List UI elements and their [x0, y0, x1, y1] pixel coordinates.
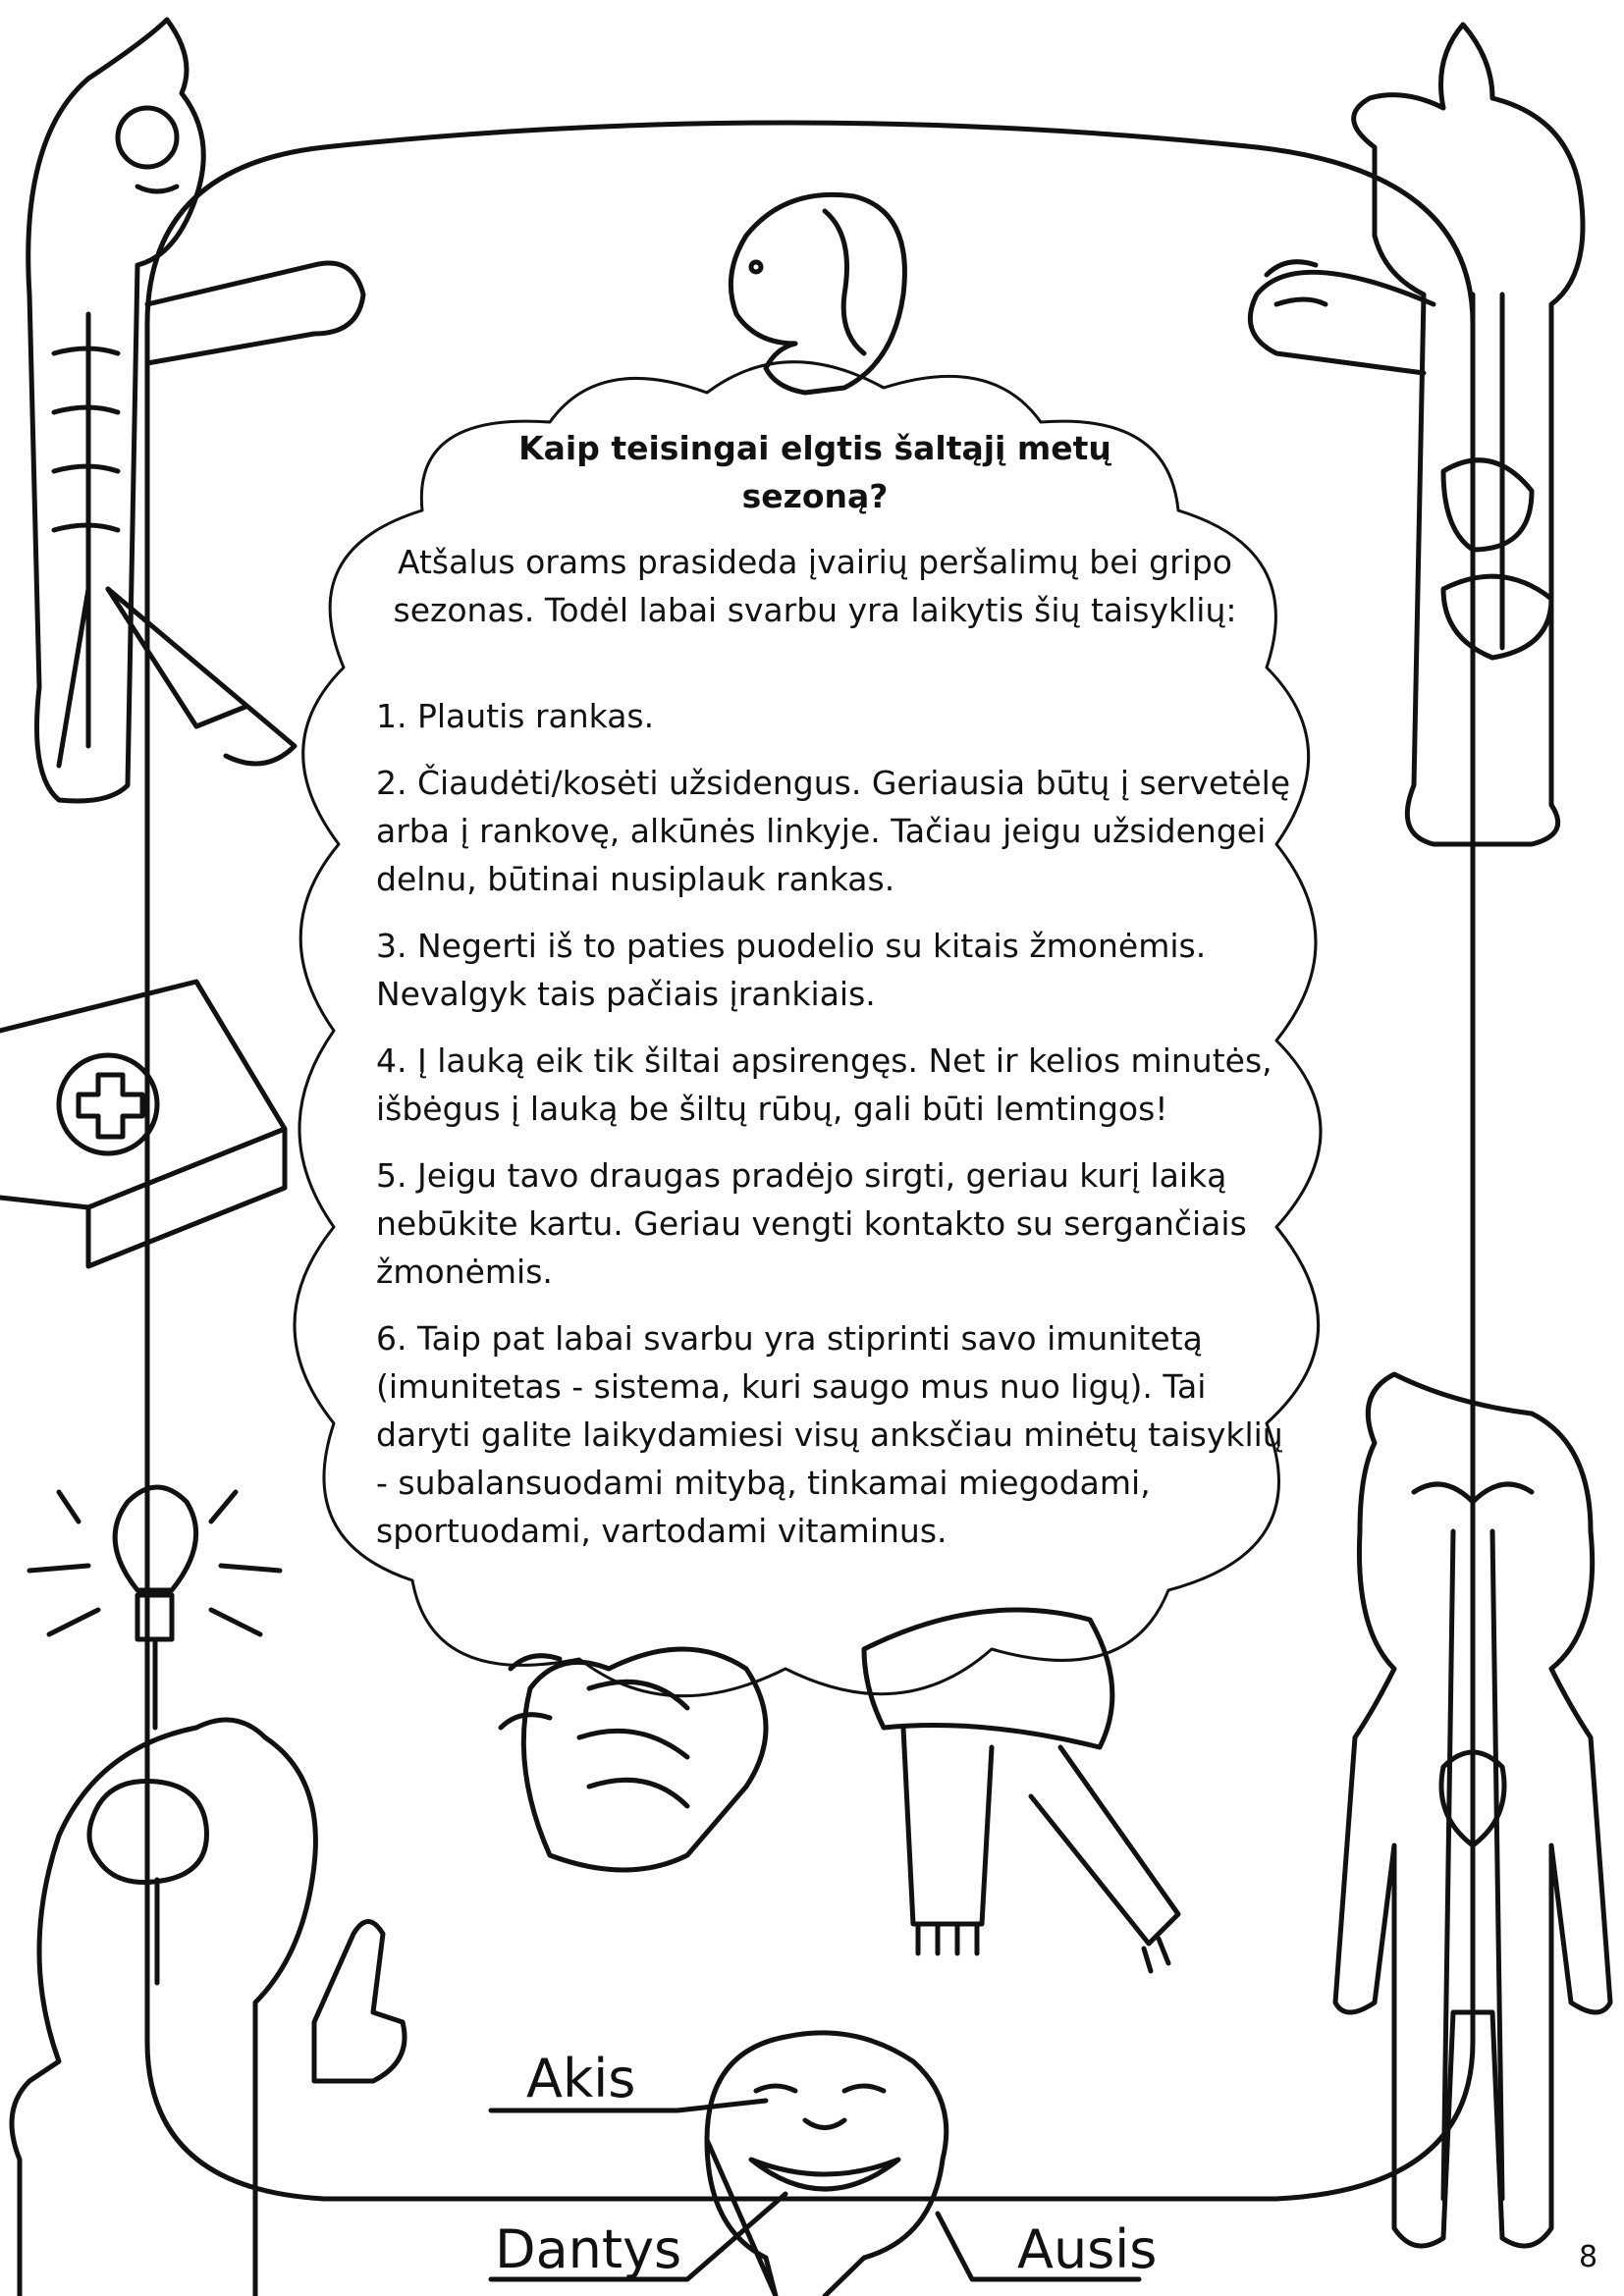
first-aid-kit-icon: [0, 982, 285, 1266]
rule-item: 5. Jeigu tavo draugas pradėjo sirgti, geriau kurį laiką nebūkite kartu. Geriau vengti kontakto su sergančiais žmonėmis.: [376, 1156, 1247, 1291]
article-intro: Atšalus orams prasideda įvairių peršalimų bei gripo sezonas. Todėl labai svarbu yra laikytis šių taisyklių:: [393, 543, 1237, 629]
eye-label: Akis: [526, 2048, 636, 2109]
washing-hands-icon: [501, 1649, 766, 1870]
light-bulb-icon: [29, 1487, 280, 1728]
rule-item: 2. Čiaudėti/kosėti užsidengus. Geriausia būtų į servetėlę arba į rankovę, alkūnės linkyje. Tačiau jeigu užsidengei delnu, būtinai nusiplauk rankas.: [376, 764, 1291, 898]
rule-item: 1. Plautis rankas.: [376, 697, 655, 735]
rule-item: 3. Negerti iš to paties puodelio su kitais žmonėmis. Nevalgyk tais pačiais įrankiais.: [376, 927, 1207, 1013]
rule-item: 4. Į lauką eik tik šiltai apsirengęs. Net ir kelios minutės, išbėgus į lauką be šiltų rūbų, gali būti lemtingos!: [376, 1041, 1272, 1128]
brain-thumbs-up-character-icon: [12, 1720, 405, 2296]
rule-item: 6. Taip pat labai svarbu yra stiprinti savo imunitetą (imunitetas - sistema, kuri saugo mus nuo ligų). Tai daryti galite laikydamiesi visų anksčiau minėtų taisyklių - subalansuodami mitybą, tinkamai miegodami, sportuodami, vartodami vitaminus.: [376, 1319, 1283, 1550]
article-title: Kaip teisingai elgtis šaltąjį metų sezoną?: [518, 429, 1111, 515]
teeth-label: Dantys: [495, 2218, 682, 2280]
rules-list: [376, 692, 1299, 1574]
scarf-icon: [864, 1610, 1178, 1971]
digestive-system-character-icon: [1250, 25, 1583, 844]
page-number: 8: [1579, 2240, 1598, 2274]
skeleton-character-icon: [28, 20, 363, 801]
ear-label: Ausis: [1017, 2218, 1158, 2280]
